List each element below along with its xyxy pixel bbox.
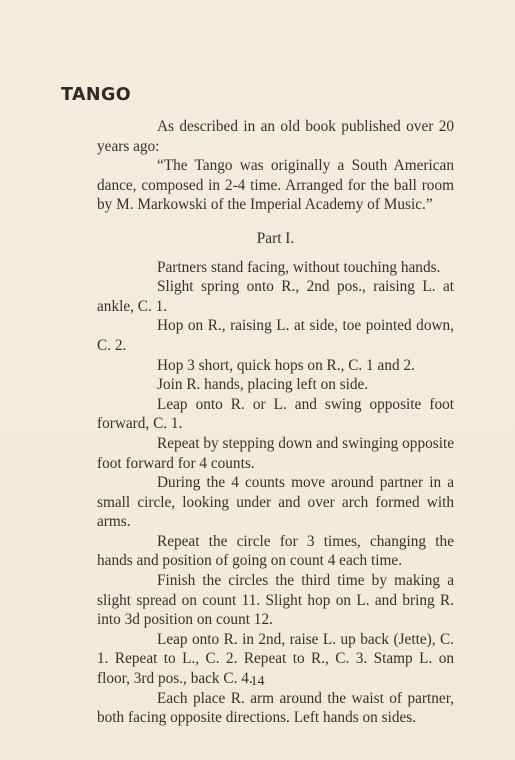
paragraph: Hop 3 short, quick hops on R., C. 1 and 2.	[157, 356, 415, 374]
quote-paragraph: “The Tango was originally a South American dance, composed in 2-4 time. Arranged for the ball room by M. Markowski of the Imperial Academy of Music.”	[97, 157, 454, 214]
paragraph: Join R. hands, placing left on side.	[157, 376, 369, 394]
intro-paragraph: As described in an old book published over 20 years ago:	[97, 118, 454, 155]
paragraph: Hop on R., raising L. at side, toe pointed down, C. 2.	[97, 317, 454, 354]
paragraph: Finish the circles the third time by making a slight spread on count 11. Slight hop on L. and bring R. into 3d position on count 12.	[97, 572, 454, 629]
section-heading: Part I.	[256, 229, 295, 247]
page-title: TANGO	[61, 85, 132, 105]
paragraph: Partners stand facing, without touching hands.	[157, 258, 441, 276]
paragraph: Repeat the circle for 3 times, changing the hands and position of going on count 4 each time.	[97, 532, 454, 570]
paragraph: Repeat by stepping down and swinging opposite foot forward for 4 counts.	[97, 434, 454, 472]
paragraph: Leap onto R. or L. and swing opposite foot forward, C. 1.	[97, 395, 454, 433]
paragraph: Slight spring onto R., 2nd pos., raising L. at ankle, C. 1.	[97, 278, 454, 315]
body-text	[97, 117, 454, 728]
paragraph: Leap onto R. in 2nd, raise L. up back (Jette), C. 1. Repeat to L., C. 2. Repeat to R., C. 3. Stamp L. on floor, 3rd pos., back C. 4.	[97, 630, 454, 688]
paragraph: Each place R. arm around the waist of partner, both facing opposite directions. Left hands on sides.	[97, 689, 454, 727]
page-number: 14	[250, 674, 265, 689]
paragraph: During the 4 counts move around partner in a small circle, looking under and over arch formed with arms.	[97, 474, 454, 531]
